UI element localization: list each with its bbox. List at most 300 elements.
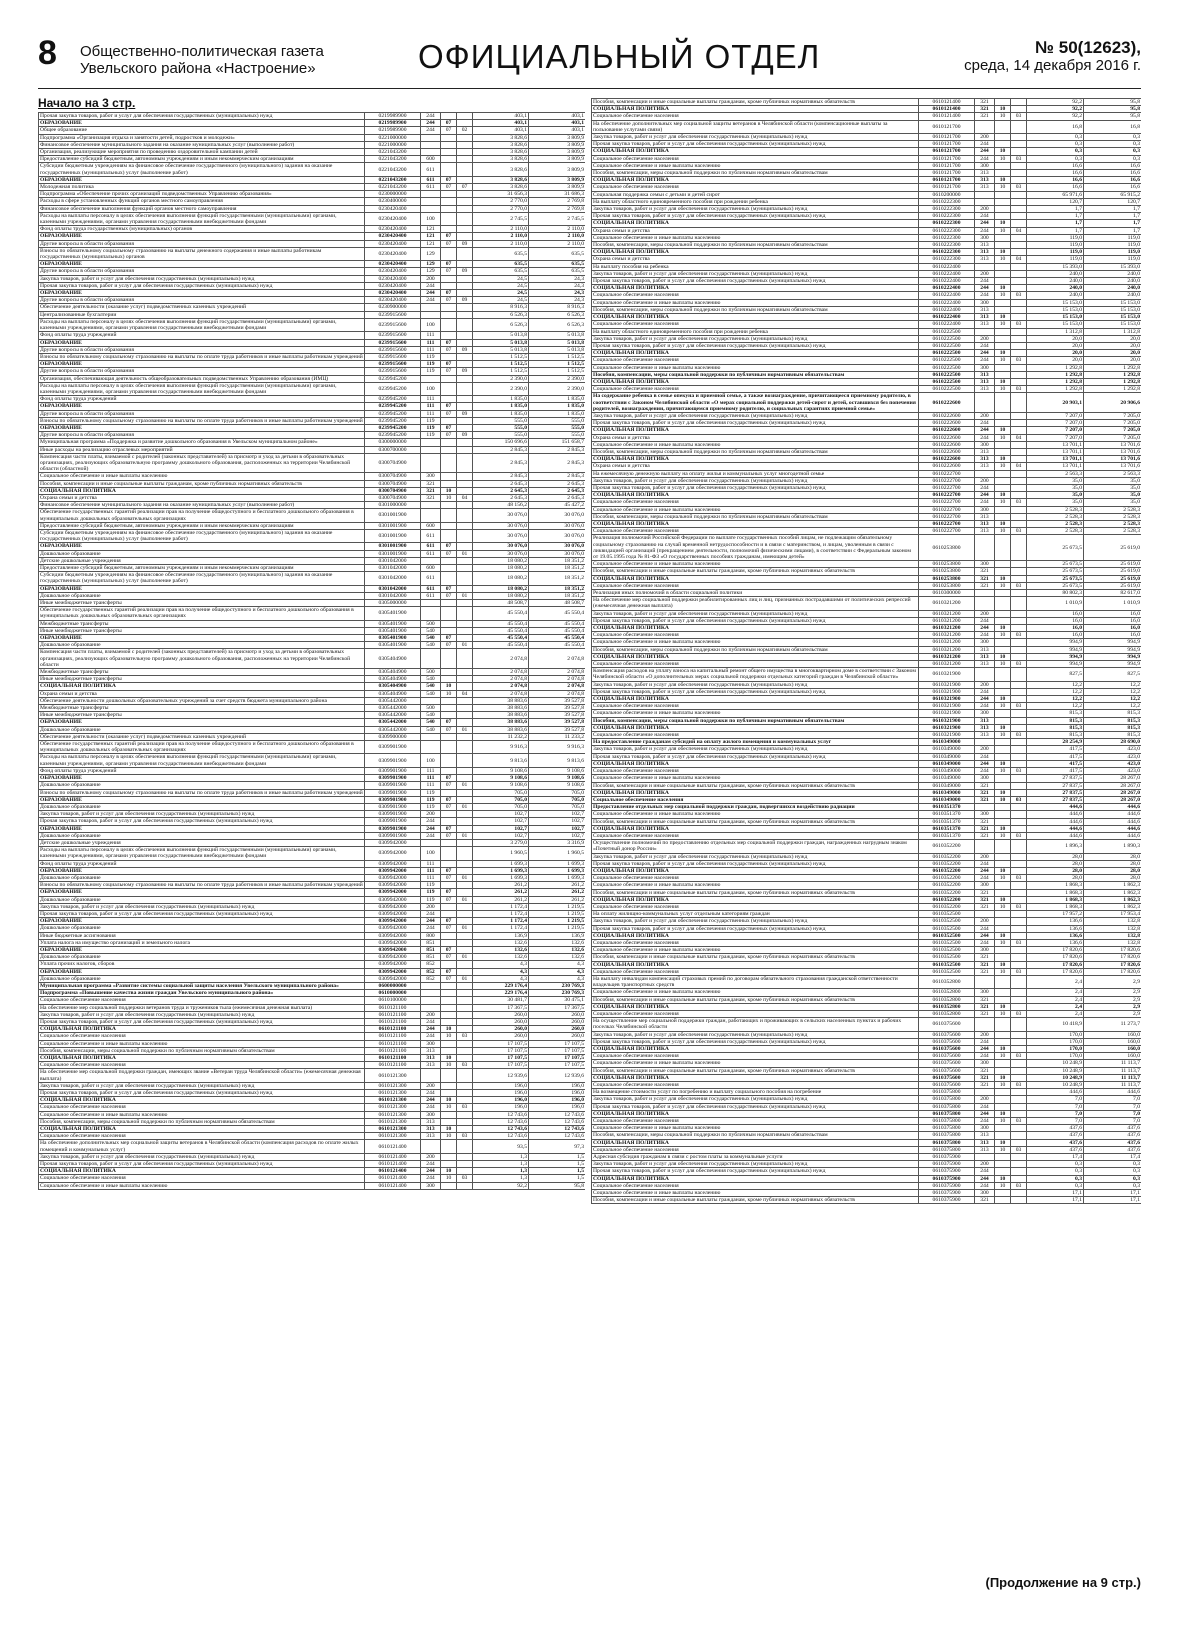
row-amount-2018: 0,3 — [1084, 134, 1142, 141]
row-name: СОЦИАЛЬНАЯ ПОЛИТИКА — [592, 285, 919, 292]
row-section: 07 — [441, 968, 457, 975]
row-amount-2018: 151 658,7 — [529, 439, 586, 446]
table-row — [39, 825, 586, 832]
row-name: Дошкольное образование — [39, 803, 365, 810]
row-subsection: 01 — [457, 975, 473, 982]
row-name: Закупка товаров, работ и услуг для обеспечения государственных (муниципальных) нужд — [592, 610, 919, 617]
row-section: 10 — [995, 314, 1011, 321]
row-amount-2018: 17 953,4 — [1084, 911, 1142, 918]
row-subsection: 03 — [1011, 1118, 1027, 1125]
row-amount-2017: 12,2 — [1027, 703, 1084, 710]
row-name: Социальное обеспечение населения — [39, 1033, 365, 1040]
row-section — [995, 1060, 1011, 1067]
row-section: 10 — [995, 1011, 1011, 1018]
row-name: СОЦИАЛЬНАЯ ПОЛИТИКА — [592, 760, 919, 767]
row-target-code: 0610121400 — [365, 1175, 421, 1182]
row-name: Закупка товаров, работ и услуг для обеспечения государственных (муниципальных) нужд — [592, 1031, 919, 1038]
row-amount-2018: 24,3 — [529, 275, 586, 282]
row-amount-2017: 13 701,1 — [1027, 456, 1084, 463]
row-amount-2017: 20,0 — [1027, 342, 1084, 349]
row-subsection — [1011, 342, 1027, 349]
row-expense-type: 313 — [975, 306, 995, 313]
row-amount-2017: 28,0 — [1027, 867, 1084, 874]
table-row — [39, 1090, 586, 1097]
row-amount-2017: 635,5 — [473, 268, 529, 275]
page-header — [38, 36, 1141, 84]
row-section — [995, 1132, 1011, 1139]
row-amount-2018: 20,0 — [1084, 350, 1142, 357]
row-subsection — [1011, 1175, 1027, 1182]
row-amount-2017: 16,8 — [1027, 120, 1084, 133]
row-expense-type: 313 — [975, 177, 995, 184]
row-subsection — [457, 120, 473, 127]
row-target-code: 0305401900 — [365, 627, 421, 634]
row-expense-type: 321 — [975, 1011, 995, 1018]
row-subsection — [457, 417, 473, 424]
row-section — [995, 441, 1011, 448]
row-amount-2017: 92,2 — [1027, 113, 1084, 120]
row-amount-2017: 2 528,3 — [1027, 528, 1084, 535]
row-amount-2018: 2 645,3 — [529, 480, 586, 487]
row-name: Иные межбюджетные трансферты — [39, 676, 365, 683]
row-subsection — [1011, 299, 1027, 306]
row-target-code: 0239915600 — [365, 353, 421, 360]
table-row — [592, 1003, 1142, 1010]
row-section — [441, 1011, 457, 1018]
row-amount-2018: 1 699,3 — [529, 867, 586, 874]
row-amount-2018: 17 107,5 — [529, 1047, 586, 1054]
table-row — [592, 270, 1142, 277]
row-amount-2017: 7 207,0 — [1027, 420, 1084, 427]
row-subsection — [457, 932, 473, 939]
row-section — [441, 1082, 457, 1089]
row-section: 10 — [441, 690, 457, 697]
row-section: 10 — [995, 825, 1011, 832]
row-expense-type: 300 — [421, 1182, 441, 1189]
row-expense-type: 313 — [421, 1062, 441, 1069]
row-subsection — [1011, 484, 1027, 491]
row-target-code: 0610349000 — [919, 796, 975, 803]
row-section — [995, 170, 1011, 177]
row-target-code: 0610121300 — [365, 1133, 421, 1140]
row-subsection — [1011, 350, 1027, 357]
row-section: 10 — [995, 724, 1011, 731]
row-subsection: 03 — [457, 1033, 473, 1040]
row-subsection — [457, 141, 473, 148]
row-amount-2017: 27 837,5 — [1027, 782, 1084, 789]
row-section — [441, 767, 457, 774]
row-expense-type: 321 — [975, 968, 995, 975]
row-target-code: 0305404900 — [365, 669, 421, 676]
row-section — [441, 1047, 457, 1054]
row-amount-2017: 3 828,6 — [473, 141, 529, 148]
row-name: СОЦИАЛЬНАЯ ПОЛИТИКА — [592, 932, 919, 939]
row-name: ОБРАЗОВАНИЕ — [39, 796, 365, 803]
row-amount-2017: 1 512,5 — [473, 368, 529, 375]
row-target-code: 0610222500 — [919, 350, 975, 357]
table-row — [39, 502, 586, 509]
row-section: 10 — [995, 796, 1011, 803]
row-section: 07 — [441, 925, 457, 932]
row-subsection: 04 — [1011, 256, 1027, 263]
row-subsection — [1011, 470, 1027, 477]
row-subsection — [1011, 191, 1027, 198]
row-amount-2017: 27 837,5 — [1027, 789, 1084, 796]
row-expense-type: 244 — [975, 420, 995, 427]
row-amount-2017: 635,5 — [473, 247, 529, 260]
row-name: Дошкольное образование — [39, 642, 365, 649]
row-target-code: 0610121100 — [365, 1055, 421, 1062]
row-amount-2017: 38 883,6 — [473, 719, 529, 726]
table-row — [39, 1047, 586, 1054]
row-target-code: 0610352200 — [919, 882, 975, 889]
row-subsection — [457, 1182, 473, 1189]
row-name: ОБРАЗОВАНИЕ — [39, 889, 365, 896]
row-name: ОБРАЗОВАНИЕ — [39, 968, 365, 975]
row-expense-type: 111 — [421, 410, 441, 417]
row-section — [995, 506, 1011, 513]
row-target-code: 0610375900 — [919, 1161, 975, 1168]
row-expense-type: 321 — [975, 832, 995, 839]
row-target-code: 0221043200 — [365, 156, 421, 163]
row-amount-2017: 102,7 — [473, 818, 529, 825]
row-section — [995, 1190, 1011, 1197]
row-target-code: 0610121400 — [365, 1168, 421, 1175]
table-row — [592, 427, 1142, 434]
row-name: Дошкольное образование — [39, 550, 365, 557]
row-subsection — [1011, 811, 1027, 818]
row-name: Прочая закупка товаров, работ и услуг для обеспечения государственных (муниципальных) нужд — [592, 278, 919, 285]
table-row — [39, 741, 586, 754]
row-expense-type: 321 — [975, 582, 995, 589]
table-row — [592, 582, 1142, 589]
row-target-code: 0610375800 — [919, 1110, 975, 1117]
row-amount-2018: 12,2 — [1084, 681, 1142, 688]
row-name: Осуществление полномочий по предоставлению отдельных мер социальной поддержки граждан, награжденных нагрудным знаком «Почетный донор России» — [592, 840, 919, 853]
row-target-code: 0219989900 — [365, 127, 421, 134]
row-subsection — [1011, 724, 1027, 731]
row-expense-type: 300 — [421, 1111, 441, 1118]
row-target-code: 0610222700 — [919, 513, 975, 520]
row-amount-2018: 260,0 — [529, 1033, 586, 1040]
row-name: Пособия, компенсации, меры социальной поддержки по публичным нормативным обязательствам — [39, 1118, 365, 1125]
row-amount-2018: 403,1 — [529, 127, 586, 134]
row-name: Закупка товаров, работ и услуг для обеспечения государственных (муниципальных) нужд — [39, 1082, 365, 1089]
row-section: 07 — [441, 782, 457, 789]
row-section: 10 — [995, 321, 1011, 328]
row-name: Субсидии бюджетным учреждениям на финансовое обеспечение государственного (муниципального) задания на оказание государственных (муниципальных) услуг (выполнение работ) — [39, 529, 365, 542]
row-section — [995, 242, 1011, 249]
table-row — [592, 206, 1142, 213]
row-section: 07 — [441, 233, 457, 240]
table-row — [592, 668, 1142, 681]
row-name: Закупка товаров, работ и услуг для обеспечения государственных (муниципальных) нужд — [592, 412, 919, 419]
row-section: 07 — [441, 339, 457, 346]
row-section — [995, 925, 1011, 932]
row-amount-2017: 261,2 — [473, 882, 529, 889]
row-amount-2017: 30 076,0 — [473, 509, 529, 522]
row-section: 10 — [441, 1168, 457, 1175]
row-section: 10 — [441, 1104, 457, 1111]
row-expense-type: 313 — [975, 732, 995, 739]
row-target-code: 0610375800 — [919, 1103, 975, 1110]
row-target-code: 0610349000 — [919, 789, 975, 796]
row-expense-type: 540 — [421, 712, 441, 719]
row-amount-2017: 7 207,0 — [1027, 427, 1084, 434]
table-row — [592, 1038, 1142, 1045]
row-subsection — [1011, 804, 1027, 811]
table-row — [592, 610, 1142, 617]
row-target-code: 0610222400 — [919, 299, 975, 306]
table-row — [592, 155, 1142, 162]
table-row — [592, 1067, 1142, 1074]
row-name: На предоставление гражданам субсидий на оплату жилого помещения и коммунальных услуг — [592, 739, 919, 746]
row-section: 10 — [995, 582, 1011, 589]
row-amount-2018: 230 769,3 — [529, 982, 586, 989]
row-amount-2018: 12,2 — [1084, 696, 1142, 703]
row-amount-2017: 2 563,3 — [1027, 470, 1084, 477]
row-target-code: 0610375900 — [919, 1190, 975, 1197]
row-expense-type: 244 — [975, 484, 995, 491]
row-expense-type: 244 — [975, 925, 995, 932]
row-target-code: 0610121400 — [365, 1161, 421, 1168]
row-section — [995, 371, 1011, 378]
row-section — [441, 860, 457, 867]
row-amount-2018: 102,7 — [529, 832, 586, 839]
row-amount-2018: 132,8 — [1084, 939, 1142, 946]
row-target-code: 0610321900 — [919, 703, 975, 710]
row-subsection — [457, 226, 473, 233]
table-row — [592, 1125, 1142, 1132]
row-expense-type: 611 — [421, 163, 441, 176]
row-amount-2017: 9 108,6 — [473, 782, 529, 789]
row-target-code: 0610000000 — [365, 990, 421, 997]
row-expense-type: 244 — [421, 1019, 441, 1026]
row-name: СОЦИАЛЬНАЯ ПОЛИТИКА — [592, 625, 919, 632]
row-target-code: 0309901900 — [365, 811, 421, 818]
row-amount-2017: 28,0 — [1027, 853, 1084, 860]
row-amount-2018: 0,3 — [1084, 141, 1142, 148]
row-expense-type: 129 — [421, 247, 441, 260]
row-subsection — [457, 676, 473, 683]
table-row — [592, 996, 1142, 1003]
row-name: ОБРАЗОВАНИЕ — [39, 635, 365, 642]
row-amount-2017: 444,6 — [1027, 1089, 1084, 1096]
table-row — [592, 760, 1142, 767]
row-section — [995, 597, 1011, 610]
row-expense-type: 321 — [975, 782, 995, 789]
row-section — [995, 141, 1011, 148]
row-subsection: 03 — [1011, 903, 1027, 910]
row-amount-2017: 35,0 — [1027, 477, 1084, 484]
row-name: СОЦИАЛЬНАЯ ПОЛИТИКА — [39, 1126, 365, 1133]
row-amount-2017: 2 745,5 — [473, 212, 529, 225]
row-target-code: 0610321200 — [919, 610, 975, 617]
row-amount-2018: 25 619,0 — [1084, 561, 1142, 568]
row-subsection — [1011, 120, 1027, 133]
row-name: Предоставление субсидий бюджетным, автономным учреждениям и иным некоммерческим организациям — [39, 565, 365, 572]
table-row — [592, 99, 1142, 106]
row-name: Прочая закупка товаров, работ и услуг для обеспечения государственных (муниципальных) нужд — [39, 818, 365, 825]
row-target-code: 0610321900 — [919, 717, 975, 724]
table-row — [39, 1175, 586, 1182]
row-subsection: 03 — [1011, 1053, 1027, 1060]
table-row — [592, 825, 1142, 832]
row-amount-2018: 45 550,4 — [529, 642, 586, 649]
row-section: 07 — [441, 176, 457, 183]
row-amount-2018: 45 550,4 — [529, 620, 586, 627]
row-target-code: 0610222500 — [919, 342, 975, 349]
row-name: Дошкольное образование — [39, 782, 365, 789]
row-subsection — [1011, 441, 1027, 448]
table-row — [592, 177, 1142, 184]
row-name: Фонд оплаты труда учреждений — [39, 767, 365, 774]
row-amount-2018: 35,0 — [1084, 492, 1142, 499]
row-amount-2018: 119,0 — [1084, 242, 1142, 249]
row-amount-2017: 45 550,4 — [473, 620, 529, 627]
row-name: Охрана семьи и детства — [39, 690, 365, 697]
row-amount-2018: 1 835,0 — [529, 396, 586, 403]
row-name: Пособия, компенсации и иные социальные выплаты гражданам, кроме публичных нормативных обязательств — [592, 99, 919, 106]
row-subsection: 03 — [1011, 796, 1027, 803]
row-amount-2018: 65 915,2 — [1084, 191, 1142, 198]
row-subsection — [1011, 925, 1027, 932]
row-subsection — [1011, 393, 1027, 413]
row-amount-2017: 25 673,5 — [1027, 575, 1084, 582]
row-target-code: 0610375900 — [919, 1175, 975, 1182]
row-amount-2018: 45 550,4 — [529, 635, 586, 642]
row-subsection: 03 — [1011, 703, 1027, 710]
row-amount-2017: 444,6 — [1027, 832, 1084, 839]
table-row — [592, 724, 1142, 731]
row-section — [995, 535, 1011, 561]
row-section — [995, 646, 1011, 653]
row-amount-2018: 30 076,0 — [529, 550, 586, 557]
row-amount-2017: 1 699,3 — [473, 874, 529, 881]
row-subsection — [1011, 653, 1027, 660]
row-expense-type: 111 — [421, 867, 441, 874]
row-amount-2017: 17 107,5 — [473, 1040, 529, 1047]
row-expense-type: 321 — [421, 494, 441, 501]
row-amount-2017: 45 550,4 — [473, 635, 529, 642]
row-amount-2017: 92,2 — [1027, 99, 1084, 106]
row-amount-2018: 16,8 — [1084, 120, 1142, 133]
row-name: Подпрограмма «Обеспечение прочих организаций подведомственных Управлению образования» — [39, 191, 365, 198]
row-amount-2018: 7 205,0 — [1084, 412, 1142, 419]
row-subsection: 03 — [1011, 184, 1027, 191]
row-section — [995, 470, 1011, 477]
row-expense-type: 200 — [975, 853, 995, 860]
row-target-code: 0301042000 — [365, 572, 421, 585]
row-amount-2017: 1 292,8 — [1027, 371, 1084, 378]
row-subsection — [457, 339, 473, 346]
row-section — [441, 1118, 457, 1125]
row-expense-type: 244 — [975, 427, 995, 434]
row-name: Пособия, компенсации, меры социальной поддержки по публичным нормативным обязательствам — [592, 513, 919, 520]
row-amount-2018: 15 153,0 — [1084, 321, 1142, 328]
row-amount-2018: 2 390,0 — [529, 382, 586, 395]
table-row — [592, 561, 1142, 568]
row-expense-type: 200 — [975, 1096, 995, 1103]
row-subsection — [457, 557, 473, 564]
row-amount-2017: 13 701,1 — [1027, 441, 1084, 448]
row-subsection — [1011, 535, 1027, 561]
row-section — [441, 205, 457, 212]
row-target-code: 0610375600 — [919, 1060, 975, 1067]
row-target-code: 0610222500 — [919, 364, 975, 371]
row-target-code: 0610253800 — [919, 582, 975, 589]
row-amount-2017: 5 013,8 — [473, 332, 529, 339]
row-amount-2018: 16,0 — [1084, 632, 1142, 639]
row-section: 07 — [441, 432, 457, 439]
row-amount-2018: 7 205,0 — [1084, 434, 1142, 441]
row-subsection: 04 — [1011, 227, 1027, 234]
row-target-code: 0610321200 — [919, 617, 975, 624]
row-section: 07 — [441, 896, 457, 903]
row-expense-type: 313 — [975, 463, 995, 470]
row-subsection — [457, 1161, 473, 1168]
row-amount-2018: 261,2 — [529, 889, 586, 896]
row-amount-2017: 25 673,5 — [1027, 582, 1084, 589]
table-row — [592, 278, 1142, 285]
table-row — [39, 297, 586, 304]
row-amount-2018: 25 619,0 — [1084, 582, 1142, 589]
row-name: На выплату инвалидам компенсаций страховых премий по договорам обязательного страхования гражданской ответственности владельцев транспортных средств — [592, 975, 919, 988]
row-amount-2017: 5 013,8 — [473, 339, 529, 346]
row-section — [441, 375, 457, 382]
table-row — [592, 314, 1142, 321]
row-expense-type: 313 — [975, 249, 995, 256]
row-amount-2018: 9 108,6 — [529, 767, 586, 774]
table-row — [592, 696, 1142, 703]
row-expense-type: 244 — [975, 1118, 995, 1125]
row-name: Социальное обеспечение населения — [592, 968, 919, 975]
row-name: Закупка товаров, работ и услуг для обеспечения государственных (муниципальных) нужд — [592, 1161, 919, 1168]
row-expense-type: 321 — [975, 1003, 995, 1010]
table-row — [39, 439, 586, 446]
row-section — [995, 513, 1011, 520]
row-section: 07 — [441, 889, 457, 896]
row-name: Компенсация части платы, взимаемой с родителей (законных представителей) за присмотр и уход за детьми в образовательных организациях, реализующих образовательную программу дошкольного образования, расположенных на территории Челябинской области — [39, 649, 365, 669]
table-row — [39, 1168, 586, 1175]
row-subsection — [457, 789, 473, 796]
row-expense-type: 313 — [975, 724, 995, 731]
row-target-code: 0610121700 — [919, 177, 975, 184]
row-target-code: 0610121700 — [919, 141, 975, 148]
row-name: Социальное обеспечение населения — [592, 1011, 919, 1018]
row-name: Охрана семьи и детства — [592, 256, 919, 263]
row-expense-type: 119 — [421, 889, 441, 896]
row-target-code: 0305401900 — [365, 635, 421, 642]
row-name: Муниципальная программа «Развитие системы социальной защиты населения Увельского муниципального района» — [39, 982, 365, 989]
row-section: 10 — [995, 732, 1011, 739]
row-subsection — [457, 1082, 473, 1089]
row-amount-2017: 444,6 — [1027, 825, 1084, 832]
row-expense-type: 244 — [975, 688, 995, 695]
row-amount-2017: 437,6 — [1027, 1132, 1084, 1139]
row-amount-2017: 403,1 — [473, 113, 529, 120]
table-row — [592, 681, 1142, 688]
row-amount-2018: 1 512,5 — [529, 368, 586, 375]
row-target-code: 0610349000 — [919, 739, 975, 746]
row-name: Взносы по обязательному социальному страхованию на выплаты по оплате труда работников и иные выплаты работникам учреждений — [40, 417, 363, 424]
row-name: СОЦИАЛЬНАЯ ПОЛИТИКА — [592, 427, 919, 434]
row-amount-2017: 6 526,3 — [473, 311, 529, 318]
row-amount-2018: 815,3 — [1084, 717, 1142, 724]
row-amount-2018: 25 619,0 — [1084, 535, 1142, 561]
row-expense-type: 100 — [421, 754, 441, 767]
row-amount-2018: 132,6 — [529, 939, 586, 946]
